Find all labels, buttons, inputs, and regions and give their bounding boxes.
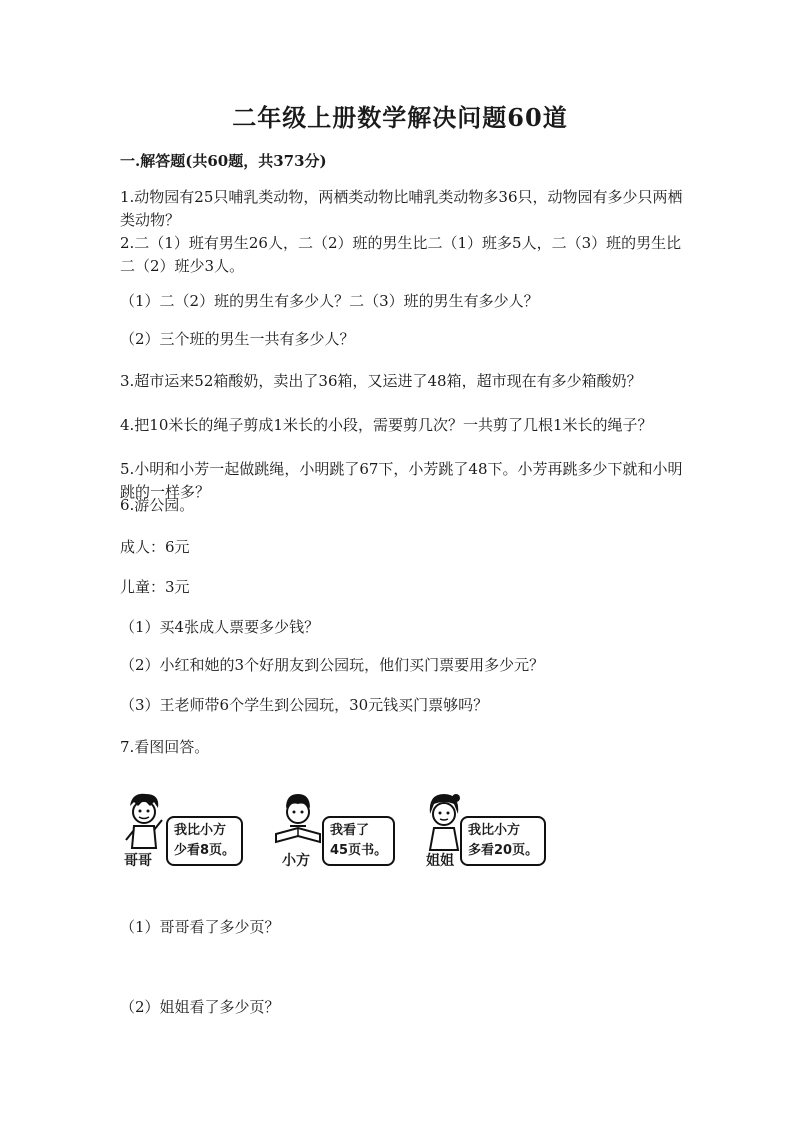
figure-name-brother: 哥哥 [124, 853, 152, 869]
bubble-line: 我看了 [330, 823, 370, 838]
question-6-part-2: （2）小红和她的3个好朋友到公园玩，他们买门票要用多少元？ [120, 656, 545, 674]
bubble-line: 多看20页。 [468, 843, 539, 858]
section-heading: 一.解答题(共60题，共373分) [120, 152, 327, 170]
figure-name-xiaofang: 小方 [282, 853, 310, 869]
child-price: 儿童：3元 [120, 578, 190, 596]
question-6: 6.游公园。 [120, 496, 195, 514]
question-7-part-2: （2）姐姐看了多少页？ [120, 998, 280, 1016]
question-2-part-2: （2）三个班的男生一共有多少人？ [120, 330, 355, 348]
question-5: 5.小明和小芳一起做跳绳，小明跳了67下，小芳跳了48下。小芳再跳多少下就和小明跳的一样多？ [120, 460, 683, 501]
speech-bubble-brother [166, 816, 243, 866]
speech-bubble-sister [460, 816, 546, 866]
question-3: 3.超市运来52箱酸奶，卖出了36箱，又运进了48箱，超市现在有多少箱酸奶？ [120, 372, 642, 390]
speech-bubble-xiaofang [322, 816, 395, 866]
figure-brother [120, 790, 245, 870]
figure-name-sister: 姐姐 [426, 853, 454, 869]
question-4: 4.把10米长的绳子剪成1米长的小段，需要剪几次？一共剪了几根1米长的绳子？ [120, 416, 653, 434]
question-7: 7.看图回答。 [120, 738, 210, 756]
bubble-line: 45页书。 [330, 843, 388, 858]
question-1: 1.动物园有25只哺乳类动物，两栖类动物比哺乳类动物多36只，动物园有多少只两栖类动物？ [120, 188, 683, 229]
question-6-part-1: （1）买4张成人票要多少钱？ [120, 618, 320, 636]
adult-price: 成人：6元 [120, 538, 190, 556]
bubble-line: 少看8页。 [174, 843, 236, 858]
question-7-part-1: （1）哥哥看了多少页？ [120, 918, 280, 936]
question-2: 2.二（1）班有男生26人，二（2）班的男生比二（1）班多5人，二（3）班的男生比二（2）班少3人。 [120, 234, 682, 275]
figure-xiaofang [272, 790, 402, 870]
question-6-part-3: （3）王老师带6个学生到公园玩，30元钱买门票够吗？ [120, 696, 489, 714]
page-title: 二年级上册数学解决问题60道 [232, 103, 568, 132]
figure-sister [420, 790, 550, 870]
bubble-line: 我比小方 [468, 823, 521, 838]
question-2-part-1: （1）二（2）班的男生有多少人？二（3）班的男生有多少人？ [120, 292, 539, 310]
picture-figures [120, 790, 550, 870]
bubble-line: 我比小方 [174, 823, 227, 838]
